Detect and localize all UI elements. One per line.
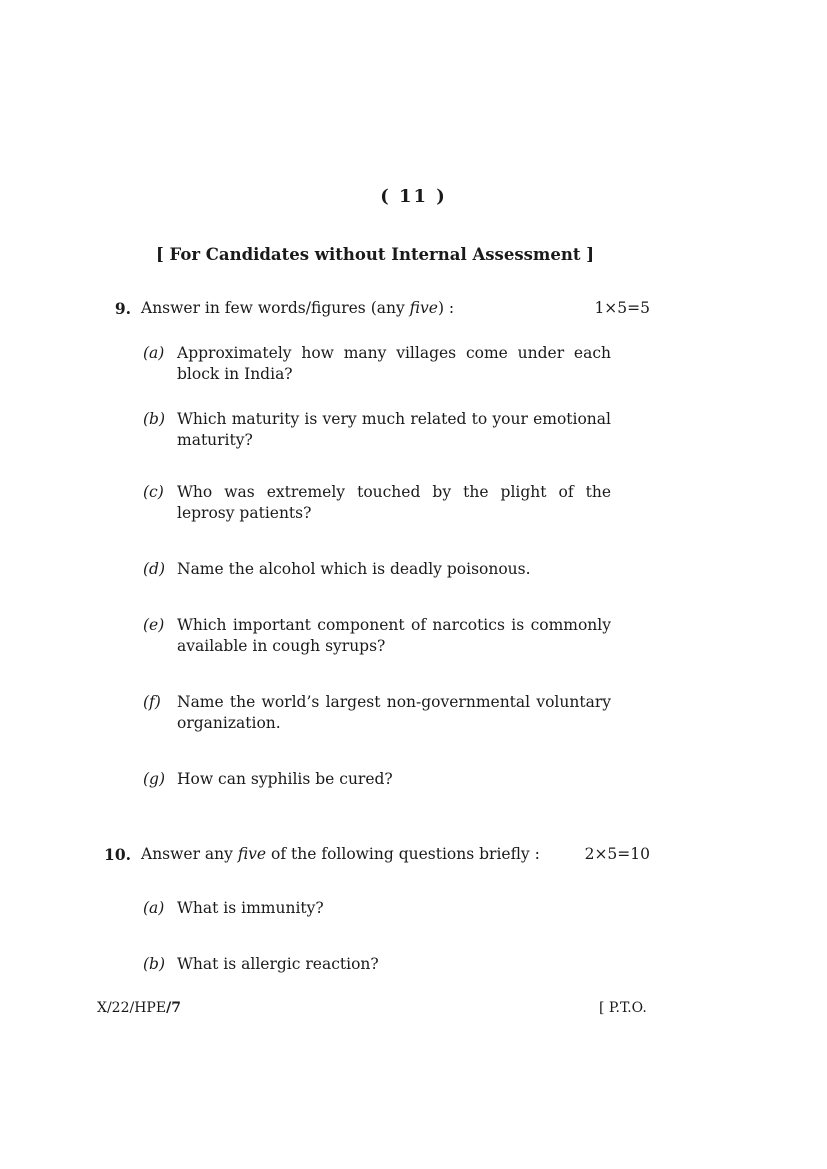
sub-question-text: What is allergic reaction? <box>177 955 379 973</box>
sub-question-label: (b) <box>143 955 166 973</box>
question-marks: 1×5=5 <box>594 299 650 317</box>
sub-question-text: Which maturity is very much related to your emotional maturity? <box>177 410 611 449</box>
question-number: 10. <box>104 845 131 864</box>
paper-code: X/22/HPE/7 <box>97 1000 181 1016</box>
question-number: 9. <box>114 299 131 318</box>
sub-question-label: (e) <box>143 616 165 634</box>
question-stem: Answer any five of the following questions briefly : <box>141 845 540 863</box>
pto-marker: [ P.T.O. <box>599 1000 647 1016</box>
sub-question-text: What is immunity? <box>177 899 324 917</box>
sub-question-b <box>143 409 611 451</box>
sub-question-c <box>143 482 611 524</box>
sub-question-a <box>143 343 611 385</box>
sub-question-b <box>143 954 611 975</box>
section-heading: [ For Candidates without Internal Assessment ] <box>155 245 595 264</box>
page-number: ( 11 ) <box>380 186 447 207</box>
question-stem: Answer in few words/figures (any five) : <box>141 299 455 317</box>
sub-question-label: (c) <box>143 483 164 501</box>
sub-question-text: Approximately how many villages come under each block in India? <box>177 344 611 383</box>
sub-question-text: How can syphilis be cured? <box>177 770 393 788</box>
sub-question-label: (g) <box>143 770 166 788</box>
sub-question-label: (f) <box>143 693 161 711</box>
sub-question-label: (d) <box>143 560 166 578</box>
sub-question-label: (b) <box>143 410 166 428</box>
sub-question-text: Name the world’s largest non-governmental voluntary organization. <box>177 693 611 732</box>
sub-question-f <box>143 692 611 734</box>
sub-question-e <box>143 615 611 657</box>
sub-question-text: Who was extremely touched by the plight of the leprosy patients? <box>177 483 611 522</box>
sub-question-text: Which important component of narcotics is commonly available in cough syrups? <box>177 616 611 655</box>
sub-question-text: Name the alcohol which is deadly poisonous. <box>177 560 531 578</box>
sub-question-label: (a) <box>143 344 165 362</box>
sub-question-label: (a) <box>143 899 165 917</box>
sub-question-a <box>143 898 611 919</box>
sub-question-g <box>143 769 611 790</box>
question-marks: 2×5=10 <box>584 845 650 863</box>
sub-question-d <box>143 559 611 580</box>
